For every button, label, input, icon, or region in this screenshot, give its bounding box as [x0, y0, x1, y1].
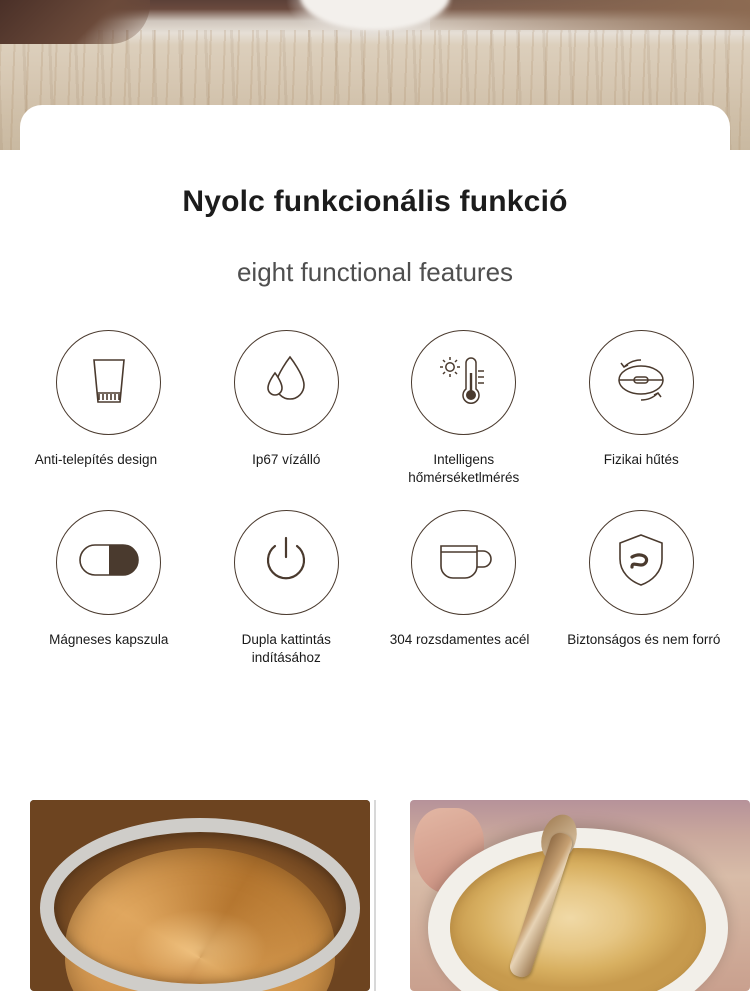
coffee-cup-spoon-photo [410, 800, 750, 991]
feature-item-stainless-steel [375, 510, 553, 690]
tumbler-cup-icon [82, 352, 136, 413]
feature-item-double-click-start [198, 510, 376, 690]
shield-check-icon [616, 532, 666, 593]
page-title: Nyolc funkcionális funkció [182, 185, 568, 218]
feature-item-waterproof [198, 330, 376, 510]
stainless-pot-stirring-photo [30, 800, 370, 991]
feature-icon-circle [589, 330, 694, 435]
feature-grid [20, 330, 730, 690]
feature-label: Mágneses kapszula [49, 632, 169, 647]
feature-label: Intelligens hőmérséketlmérés [408, 452, 520, 486]
photo-highlight-blob [300, 0, 450, 30]
feature-label: Anti-telepítés design [34, 452, 158, 467]
feature-icon-circle [234, 330, 339, 435]
feature-label: Dupla kattintás indításához [241, 632, 331, 666]
feature-item-temperature [375, 330, 553, 510]
feature-label: Biztonságos és nem forró [567, 632, 721, 647]
feature-label: Ip67 vízálló [252, 452, 321, 467]
feature-icon-circle [589, 510, 694, 615]
feature-icon-circle [411, 330, 516, 435]
cooling-rotation-icon [610, 351, 672, 414]
page-subtitle: eight functional features [236, 257, 514, 287]
feature-item-magnetic-capsule [20, 510, 198, 690]
magnet-capsule-icon [78, 543, 140, 582]
feature-label: 304 rozsdamentes acél [389, 632, 530, 647]
pot-rim [40, 818, 360, 991]
feature-item-anti-slip [20, 330, 198, 510]
feature-icon-circle [56, 510, 161, 615]
photo-shadow-right [430, 0, 750, 30]
feature-item-physical-cooling [553, 330, 731, 510]
power-button-icon [263, 535, 309, 590]
feature-label: Fizikai hűtés [603, 452, 679, 467]
photo-divider [374, 800, 376, 991]
water-drop-icon [259, 351, 313, 414]
features-card [20, 105, 730, 770]
feature-icon-circle [234, 510, 339, 615]
thermometer-icon [435, 351, 493, 414]
feature-icon-circle [56, 330, 161, 435]
feature-item-safe-not-hot [553, 510, 731, 690]
bottom-photo-strip [0, 800, 750, 991]
photo-shadow-left [0, 0, 150, 44]
feature-icon-circle [411, 510, 516, 615]
coffee-mug-icon [433, 534, 495, 591]
